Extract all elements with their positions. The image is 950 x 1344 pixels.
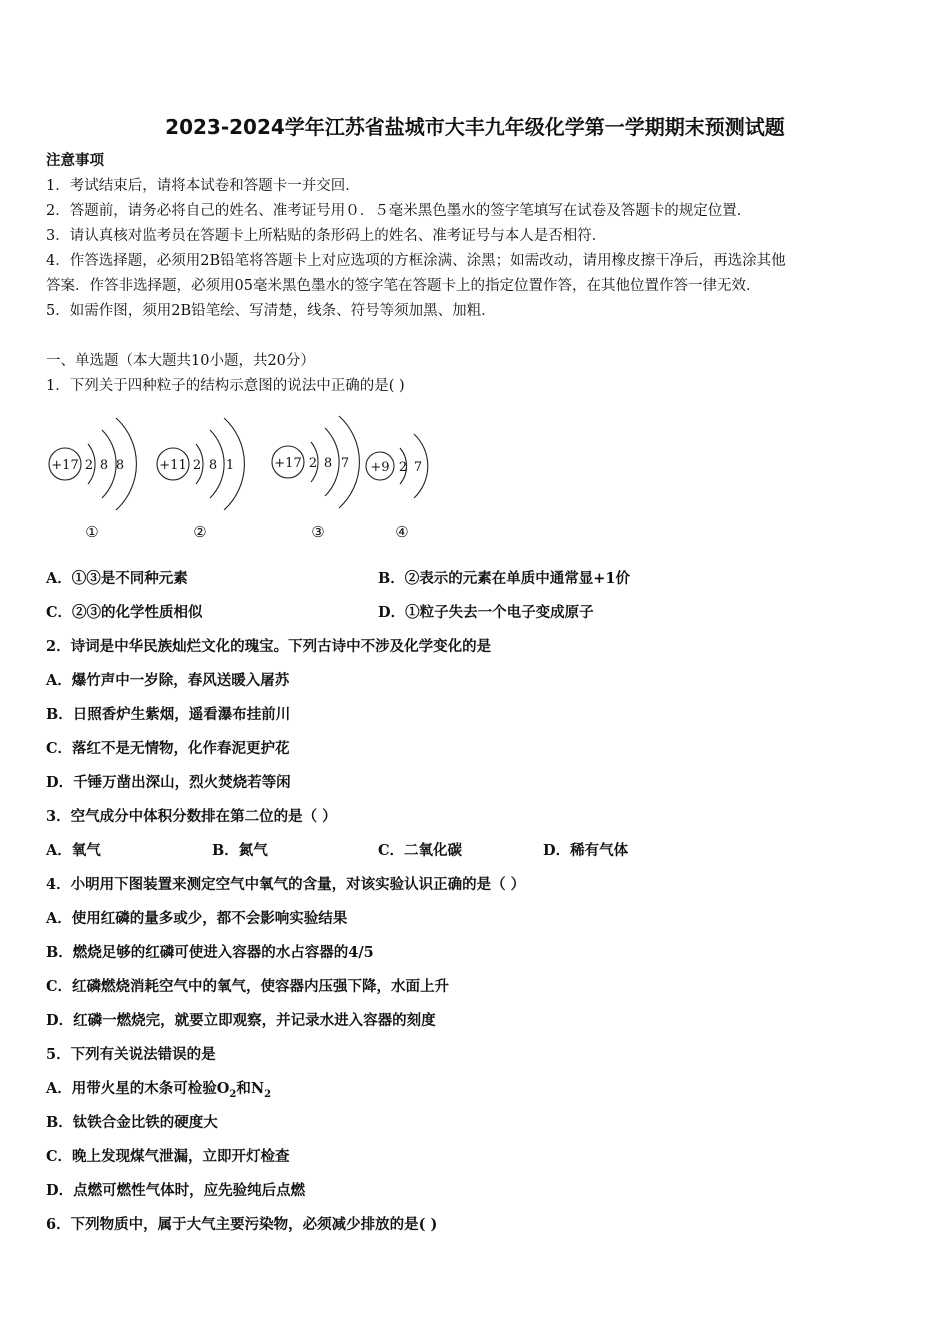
particle-label: ④: [395, 523, 409, 541]
option-c[interactable]: C．②③的化学性质相似: [46, 604, 203, 621]
question-stem: 4．小明用下图装置来测定空气中氧气的含量，对该实验认识正确的是（ ）: [46, 876, 526, 893]
option-b[interactable]: B．②表示的元素在单质中通常显+1价: [378, 570, 630, 587]
shell-count: 1: [225, 458, 235, 473]
shell-count: 2: [308, 456, 318, 471]
atomic-structure-diagram: [40, 400, 460, 550]
shell-count: 8: [115, 458, 125, 473]
nucleus-charge: +9: [370, 460, 390, 475]
question-stem: 2．诗词是中华民族灿烂文化的瑰宝。下列古诗中不涉及化学变化的是: [46, 638, 492, 655]
question-stem: 6．下列物质中，属于大气主要污染物，必须减少排放的是( ): [46, 1216, 438, 1233]
option-c[interactable]: C．二氧化碳: [378, 842, 463, 859]
notice-item: 2．答题前，请务必将自己的姓名、准考证号用０．５毫米黑色墨水的签字笔填写在试卷及答题卡的规定位置．: [46, 203, 752, 219]
subscript: 2: [229, 1088, 237, 1100]
option-d[interactable]: D．①粒子失去一个电子变成原子: [378, 604, 594, 621]
option-a[interactable]: A．爆竹声中一岁除，春风送暖入屠苏: [46, 672, 290, 689]
option-a[interactable]: A．氧气: [46, 842, 101, 859]
option-b[interactable]: B．燃烧足够的红磷可使进入容器的水占容器的4/5: [46, 944, 374, 961]
shell-count: 8: [99, 458, 109, 473]
shell-count: 8: [208, 458, 218, 473]
option-a-text: 和N: [236, 1080, 265, 1097]
particle-label: ①: [85, 523, 99, 541]
nucleus-charge: +17: [274, 456, 302, 471]
notice-item: 3．请认真核对监考员在答题卡上所粘贴的条形码上的姓名、准考证号与本人是否相符．: [46, 228, 607, 244]
option-b[interactable]: B．氮气: [212, 842, 268, 859]
nucleus-charge: +11: [159, 458, 187, 473]
option-d[interactable]: D．红磷一燃烧完，就要立即观察，并记录水进入容器的刻度: [46, 1012, 436, 1029]
shell-count: 2: [398, 460, 408, 475]
nucleus-charge: +17: [51, 458, 79, 473]
option-c[interactable]: C．晚上发现煤气泄漏，立即开灯检查: [46, 1148, 290, 1165]
option-d[interactable]: D．稀有气体: [543, 842, 629, 859]
shell-count: 8: [323, 456, 333, 471]
option-d[interactable]: D．千锤万凿出深山，烈火焚烧若等闲: [46, 774, 291, 791]
page-title: 2023-2024学年江苏省盐城市大丰九年级化学第一学期期末预测试题: [165, 115, 785, 139]
particle-label: ②: [193, 523, 207, 541]
option-b[interactable]: B．日照香炉生紫烟，遥看瀑布挂前川: [46, 706, 291, 723]
notice-item: 5．如需作图，须用2B铅笔绘、写清楚，线条、符号等须加黑、加粗．: [46, 303, 496, 319]
notice-item: 1．考试结束后，请将本试卷和答题卡一并交回．: [46, 178, 360, 194]
option-a-text: A．用带火星的木条可检验O: [46, 1080, 230, 1097]
subscript: 2: [264, 1088, 272, 1100]
shell-count: 7: [340, 456, 350, 471]
notice-heading: 注意事项: [46, 152, 104, 169]
option-b[interactable]: B．钛铁合金比铁的硬度大: [46, 1114, 218, 1131]
option-a[interactable]: [46, 1080, 271, 1104]
option-c[interactable]: C．落红不是无情物，化作春泥更护花: [46, 740, 290, 757]
shell-count: 2: [84, 458, 94, 473]
question-stem: 5．下列有关说法错误的是: [46, 1046, 216, 1063]
option-a[interactable]: A．使用红磷的量多或少，都不会影响实验结果: [46, 910, 348, 927]
option-a[interactable]: A．①③是不同种元素: [46, 570, 188, 587]
question-stem: 3．空气成分中体积分数排在第二位的是（ ）: [46, 808, 337, 825]
shell-count: 2: [192, 458, 202, 473]
question-stem: 1．下列关于四种粒子的结构示意图的说法中正确的是( ): [46, 378, 405, 394]
option-c[interactable]: C．红磷燃烧消耗空气中的氧气，使容器内压强下降，水面上升: [46, 978, 450, 995]
notice-item: 4．作答选择题，必须用2B铅笔将答题卡上对应选项的方框涂满、涂黑；如需改动，请用橡皮擦干净后，再选涂其他: [46, 253, 786, 269]
section-heading: 一、单选题（本大题共10小题，共20分）: [46, 353, 315, 369]
particle-label: ③: [311, 523, 325, 541]
notice-item: 答案．作答非选择题，必须用05毫米黑色墨水的签字笔在答题卡上的指定位置作答，在其他位置作答一律无效．: [46, 278, 761, 294]
option-d[interactable]: D．点燃可燃性气体时，应先验纯后点燃: [46, 1182, 306, 1199]
shell-count: 7: [413, 460, 423, 475]
